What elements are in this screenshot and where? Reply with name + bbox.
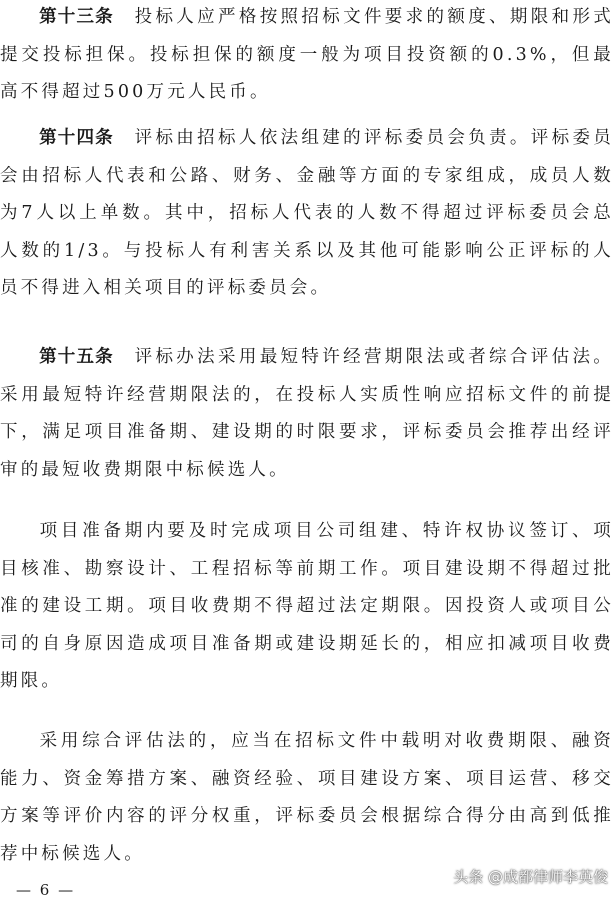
paragraph-comprehensive-evaluation: [0, 723, 614, 873]
article-15-heading: 第十五条: [39, 347, 114, 367]
article-14-text: 评标由招标人依法组建的评标委员会负责。评标委员会由招标人代表和公路、财务、金融等方面的专家组成，成员人数为7人以上单数。其中，招标人代表的人数不得超过评标委员会总人数的1/3。与投标人有利害关系以及其他可能影响公正评标的人员不得进入相关项目的评标委员会。: [0, 128, 614, 298]
page-number: — 6 —: [16, 881, 76, 899]
watermark: [453, 866, 608, 887]
paragraph-text: 采用综合评估法的，应当在招标文件中载明对收费期限、融资能力、资金筹措方案、融资经验、项目建设方案、项目运营、移交方案等评价内容的评分权重，评标委员会根据综合得分由高到低推荐中标候选人。: [0, 731, 614, 864]
paragraph-text: 项目准备期内要及时完成项目公司组建、特许权协议签订、项目核准、勘察设计、工程招标等前期工作。项目建设期不得超过批准的建设工期。项目收费期不得超过法定期限。因投资人或项目公司的自身原因造成项目准备期或建设期延长的，相应扣减项目收费期限。: [0, 521, 614, 691]
paragraph-preparation-period: [0, 513, 614, 701]
article-13-text: 投标人应严格按照招标文件要求的额度、期限和形式提交投标担保。投标担保的额度一般为项目投资额的0.3%，但最高不得超过500万元人民币。: [0, 7, 614, 102]
watermark-text: 头条 @成都律师李英俊: [453, 868, 608, 886]
article-13: [0, 0, 614, 112]
article-15-text: 评标办法采用最短特许经营期限法或者综合评估法。采用最短特许经营期限法的，在投标人实质性响应招标文件的前提下，满足项目准备期、建设期的时限要求，评标委员会推荐出经评审的最短收费期限中标候选人。: [0, 347, 614, 480]
article-13-heading: 第十三条: [39, 7, 114, 27]
article-14-heading: 第十四条: [39, 128, 114, 148]
article-14: [0, 120, 614, 308]
article-15: [0, 339, 614, 489]
